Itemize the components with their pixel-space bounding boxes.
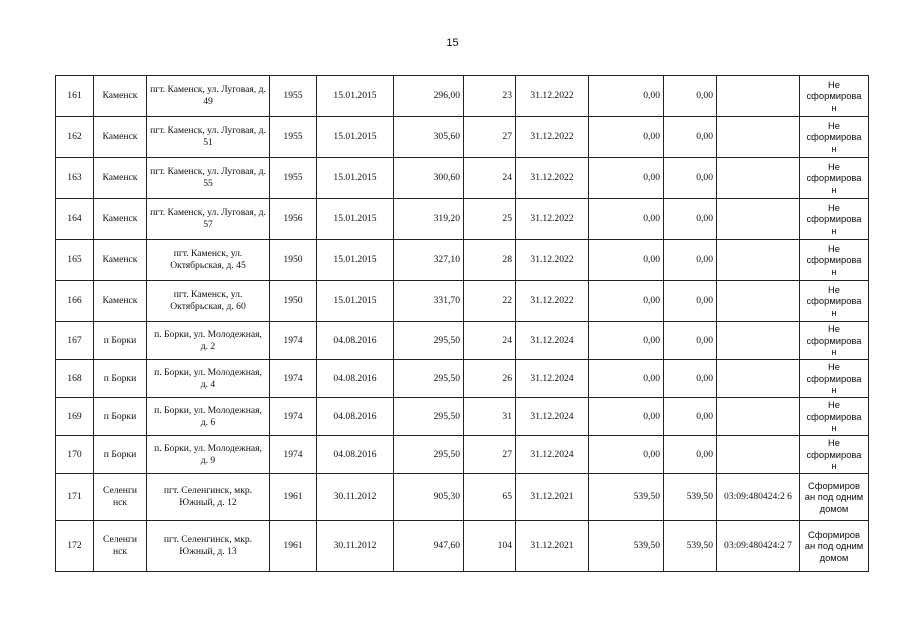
cell-year: 1950 [270,281,317,322]
cell-cadastral-number [717,158,800,199]
cell-cost-2: 0,00 [664,281,717,322]
cell-cost-1: 0,00 [589,199,664,240]
table-row [56,199,869,240]
cell-number: 172 [56,521,94,572]
cell-cost-1: 0,00 [589,322,664,360]
table-row [56,281,869,322]
cell-cost-2: 0,00 [664,158,717,199]
cell-residents: 26 [464,360,516,398]
table-row [56,398,869,436]
cell-cost-1: 0,00 [589,398,664,436]
cell-status: Сформиров ан под одним домом [800,521,869,572]
table-row [56,76,869,117]
cell-locality: Каменск [94,158,147,199]
cell-residents: 31 [464,398,516,436]
cell-area: 295,50 [394,322,464,360]
cell-residents: 28 [464,240,516,281]
cell-date: 15.01.2015 [317,158,394,199]
cell-number: 167 [56,322,94,360]
cell-locality: Селенги нск [94,474,147,521]
cell-date: 04.08.2016 [317,398,394,436]
cell-date: 04.08.2016 [317,436,394,474]
table-row [56,117,869,158]
cell-year: 1955 [270,158,317,199]
cell-year: 1955 [270,117,317,158]
cell-date: 30.11.2012 [317,474,394,521]
cell-status: Сформиров ан под одним домом [800,474,869,521]
cell-area: 295,50 [394,436,464,474]
table-row [56,322,869,360]
cell-area: 327,10 [394,240,464,281]
cell-address: пгт. Селенгинск, мкр. Южный, д. 12 [147,474,270,521]
cell-cadastral-number [717,322,800,360]
cell-cost-2: 0,00 [664,322,717,360]
table-row [56,240,869,281]
page-number: 15 [446,37,459,49]
cell-cost-2: 0,00 [664,199,717,240]
cell-address: пгт. Селенгинск, мкр. Южный, д. 13 [147,521,270,572]
cell-cadastral-number [717,436,800,474]
cell-area: 305,60 [394,117,464,158]
cell-address: пгт. Каменск, ул. Луговая, д. 51 [147,117,270,158]
cell-locality: Каменск [94,240,147,281]
cell-residents: 65 [464,474,516,521]
cell-year: 1955 [270,76,317,117]
cell-locality: Каменск [94,199,147,240]
cell-area: 331,70 [394,281,464,322]
cell-locality: Каменск [94,117,147,158]
table-row [56,158,869,199]
cell-year: 1974 [270,322,317,360]
cell-status: Не сформирова н [800,322,869,360]
cell-cadastral-number [717,76,800,117]
cell-date: 15.01.2015 [317,76,394,117]
cell-cost-1: 539,50 [589,474,664,521]
cell-number: 168 [56,360,94,398]
cell-locality: Селенги нск [94,521,147,572]
cell-deadline: 31.12.2021 [516,521,589,572]
cell-area: 295,50 [394,360,464,398]
cell-date: 30.11.2012 [317,521,394,572]
cell-cost-2: 0,00 [664,240,717,281]
cell-status: Не сформирова н [800,398,869,436]
cell-number: 166 [56,281,94,322]
cell-cost-2: 0,00 [664,436,717,474]
cell-cost-1: 0,00 [589,117,664,158]
cell-address: пгт. Каменск, ул. Октябрьская, д. 60 [147,281,270,322]
cell-date: 15.01.2015 [317,117,394,158]
cell-deadline: 31.12.2022 [516,281,589,322]
cell-locality: Каменск [94,76,147,117]
cell-date: 15.01.2015 [317,281,394,322]
cell-deadline: 31.12.2022 [516,117,589,158]
cell-cadastral-number [717,117,800,158]
cell-cadastral-number [717,398,800,436]
cell-date: 15.01.2015 [317,199,394,240]
cell-residents: 23 [464,76,516,117]
cell-number: 164 [56,199,94,240]
cell-address: п. Борки, ул. Молодежная, д. 9 [147,436,270,474]
cell-year: 1950 [270,240,317,281]
cell-cost-1: 0,00 [589,158,664,199]
cell-cost-2: 539,50 [664,521,717,572]
cell-deadline: 31.12.2022 [516,76,589,117]
cell-cost-1: 0,00 [589,281,664,322]
cell-deadline: 31.12.2024 [516,436,589,474]
cell-residents: 24 [464,158,516,199]
cell-status: Не сформирова н [800,158,869,199]
cell-date: 04.08.2016 [317,360,394,398]
cell-number: 161 [56,76,94,117]
cell-area: 319,20 [394,199,464,240]
cell-cost-1: 0,00 [589,240,664,281]
cell-year: 1961 [270,521,317,572]
cell-cost-2: 0,00 [664,117,717,158]
cell-number: 169 [56,398,94,436]
cell-address: п. Борки, ул. Молодежная, д. 4 [147,360,270,398]
cell-year: 1961 [270,474,317,521]
cell-cost-2: 0,00 [664,360,717,398]
cell-area: 300,60 [394,158,464,199]
cell-cadastral-number [717,199,800,240]
cell-residents: 24 [464,322,516,360]
cell-number: 162 [56,117,94,158]
cell-year: 1956 [270,199,317,240]
cell-cost-2: 0,00 [664,76,717,117]
cell-status: Не сформирова н [800,117,869,158]
cell-residents: 27 [464,117,516,158]
cell-locality: п Борки [94,398,147,436]
cell-cadastral-number [717,281,800,322]
cell-year: 1974 [270,398,317,436]
cell-status: Не сформирова н [800,360,869,398]
cell-deadline: 31.12.2022 [516,240,589,281]
table-row [56,436,869,474]
cell-status: Не сформирова н [800,240,869,281]
cell-area: 947,60 [394,521,464,572]
cell-residents: 104 [464,521,516,572]
cell-cost-1: 0,00 [589,76,664,117]
table-row [56,521,869,572]
cell-locality: Каменск [94,281,147,322]
table-body [56,76,869,572]
cell-locality: п Борки [94,436,147,474]
cell-address: пгт. Каменск, ул. Луговая, д. 55 [147,158,270,199]
cell-cost-2: 0,00 [664,398,717,436]
cell-status: Не сформирова н [800,281,869,322]
cell-area: 905,30 [394,474,464,521]
cell-residents: 25 [464,199,516,240]
cell-address: п. Борки, ул. Молодежная, д. 6 [147,398,270,436]
cell-cost-1: 0,00 [589,360,664,398]
cell-status: Не сформирова н [800,199,869,240]
cell-date: 04.08.2016 [317,322,394,360]
cell-address: пгт. Каменск, ул. Октябрьская, д. 45 [147,240,270,281]
cell-deadline: 31.12.2024 [516,398,589,436]
cell-status: Не сформирова н [800,436,869,474]
cell-locality: п Борки [94,360,147,398]
cell-cost-1: 539,50 [589,521,664,572]
cell-cost-2: 539,50 [664,474,717,521]
cell-date: 15.01.2015 [317,240,394,281]
cell-number: 163 [56,158,94,199]
cell-area: 296,00 [394,76,464,117]
cell-locality: п Борки [94,322,147,360]
cell-cadastral-number [717,360,800,398]
cell-area: 295,50 [394,398,464,436]
cell-deadline: 31.12.2024 [516,322,589,360]
cell-deadline: 31.12.2022 [516,199,589,240]
cell-year: 1974 [270,436,317,474]
cell-address: пгт. Каменск, ул. Луговая, д. 49 [147,76,270,117]
cell-residents: 27 [464,436,516,474]
cell-residents: 22 [464,281,516,322]
cell-status: Не сформирова н [800,76,869,117]
cell-cadastral-number: 03:09:480424:2 6 [717,474,800,521]
cell-number: 171 [56,474,94,521]
cell-address: п. Борки, ул. Молодежная, д. 2 [147,322,270,360]
cell-cost-1: 0,00 [589,436,664,474]
cell-address: пгт. Каменск, ул. Луговая, д. 57 [147,199,270,240]
housing-registry-table [55,75,869,572]
cell-year: 1974 [270,360,317,398]
cell-cadastral-number: 03:09:480424:2 7 [717,521,800,572]
cell-deadline: 31.12.2022 [516,158,589,199]
table-row [56,360,869,398]
cell-cadastral-number [717,240,800,281]
cell-number: 170 [56,436,94,474]
cell-deadline: 31.12.2024 [516,360,589,398]
cell-deadline: 31.12.2021 [516,474,589,521]
cell-number: 165 [56,240,94,281]
table-row [56,474,869,521]
